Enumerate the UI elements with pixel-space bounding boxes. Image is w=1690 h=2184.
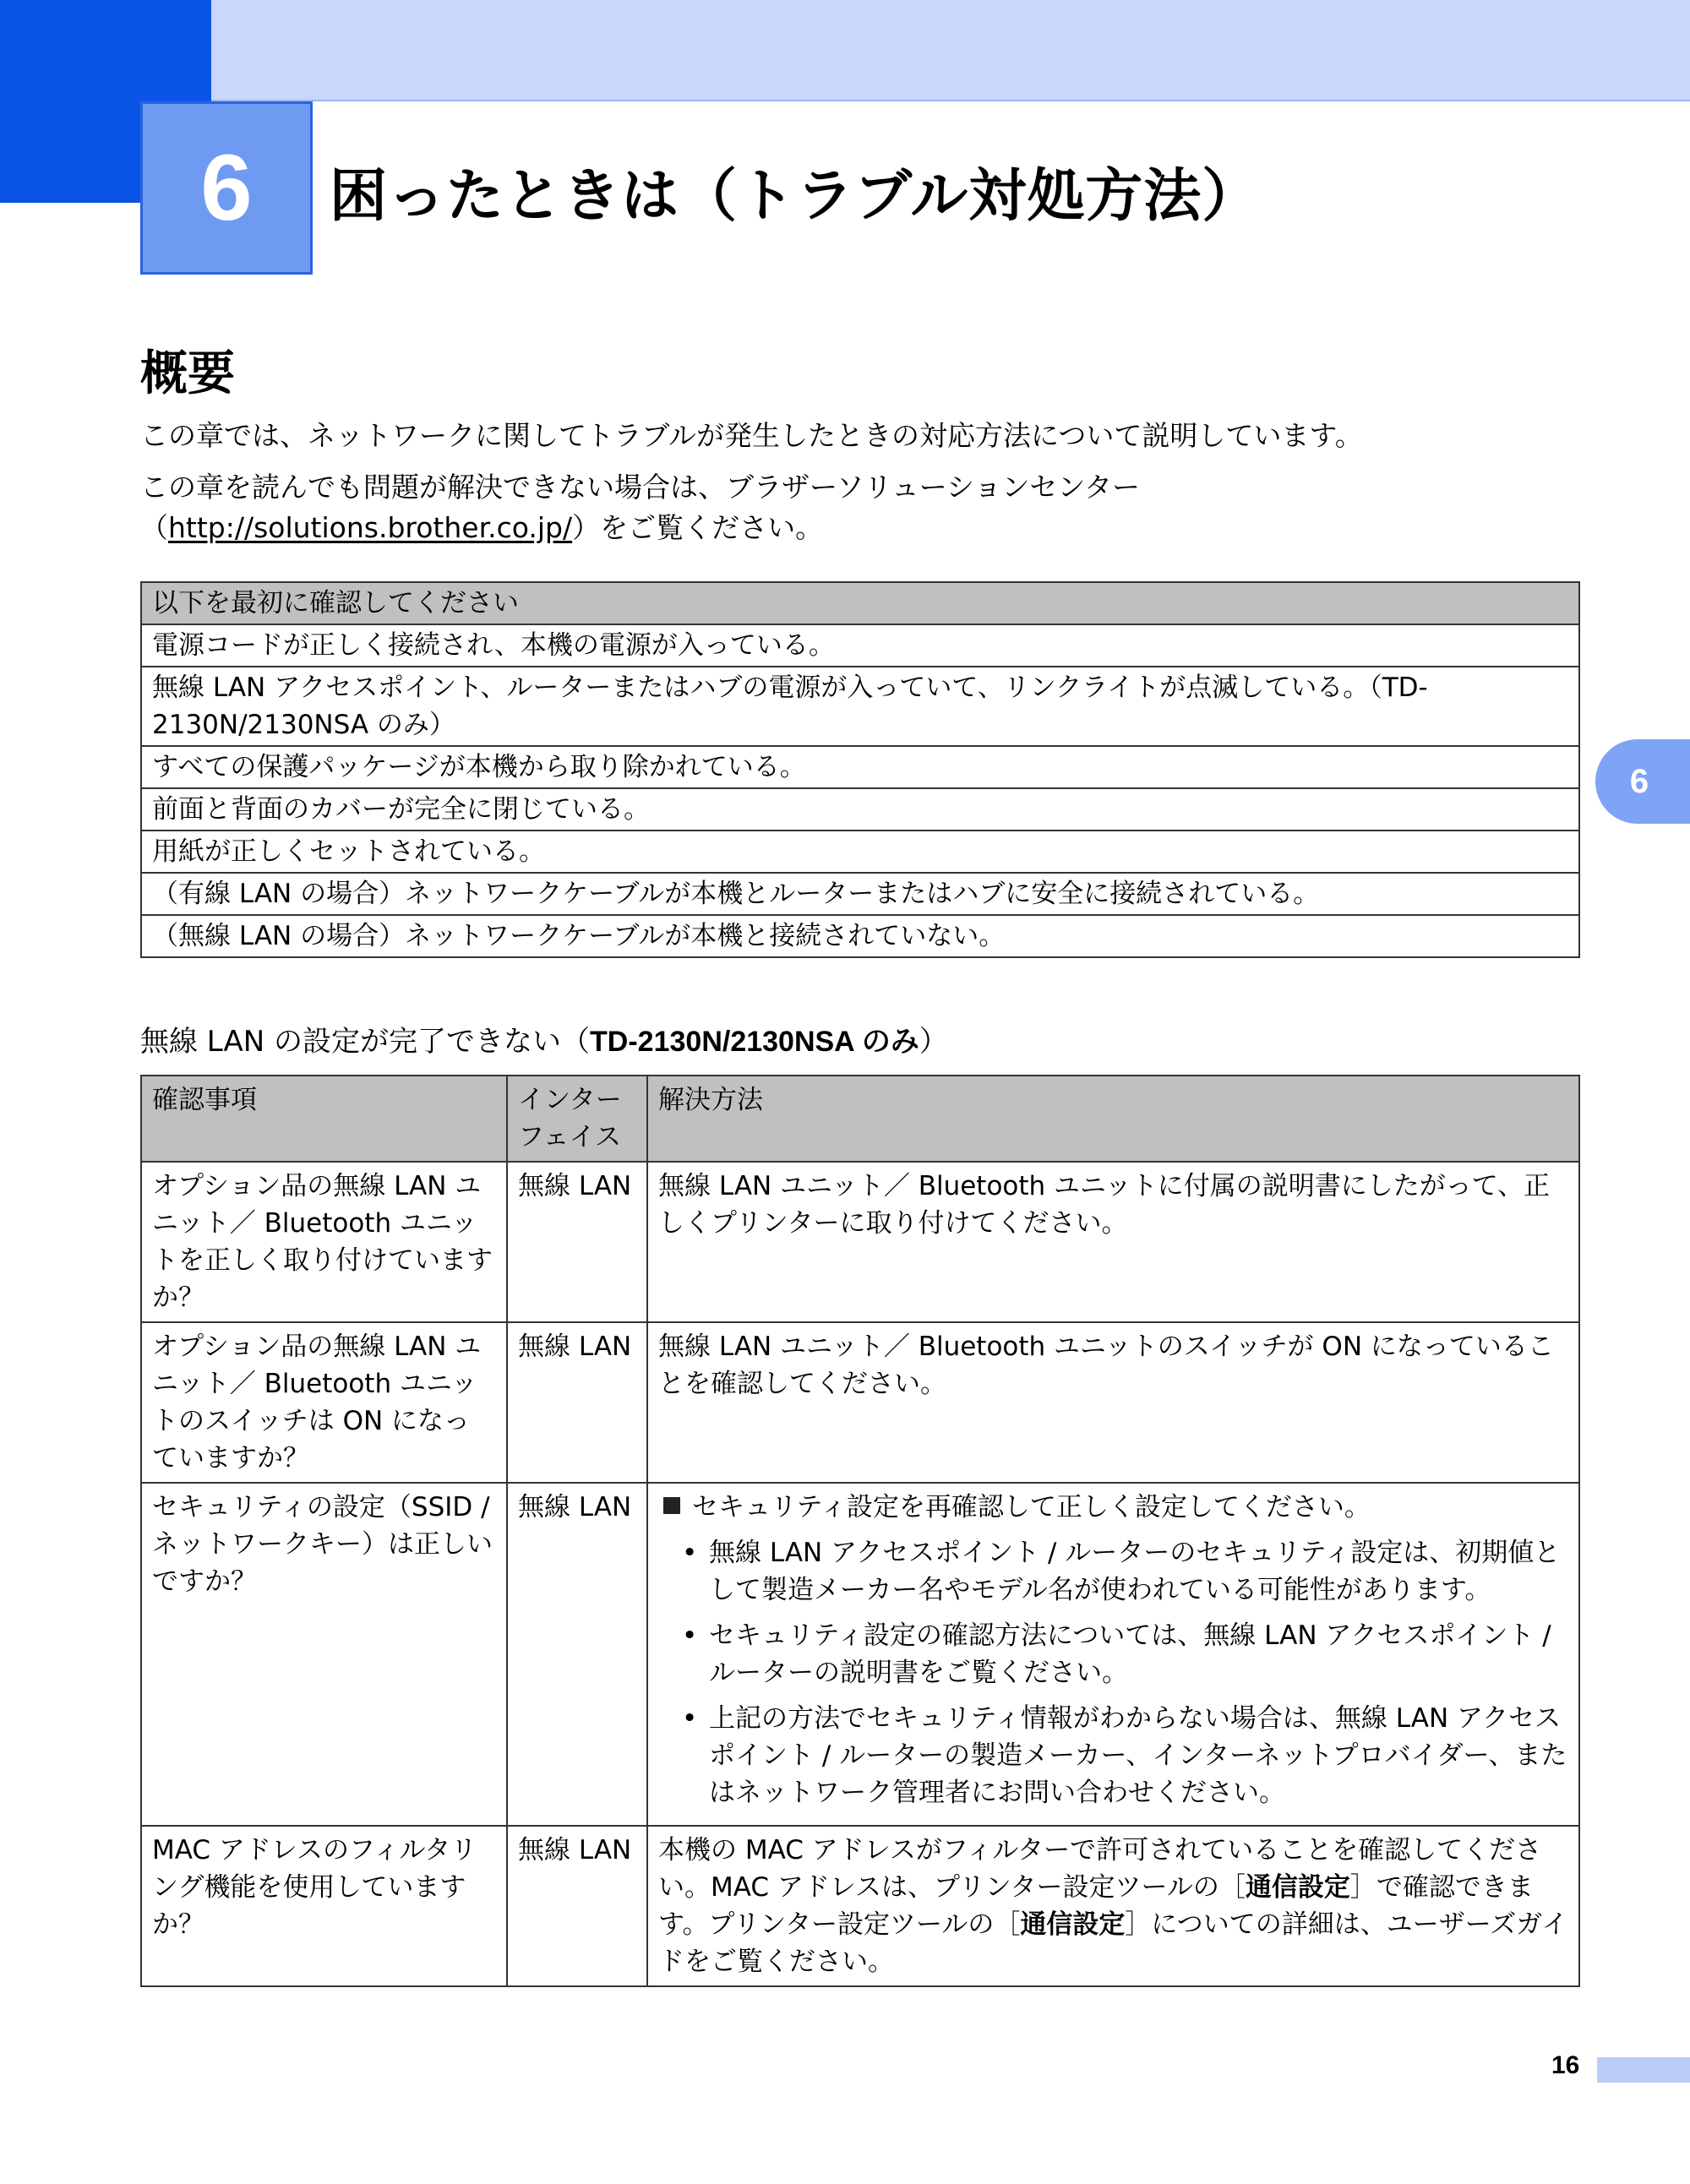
check-item: 前面と背面のカバーが完全に閉じている。 [141, 788, 1579, 831]
check-item: （有線 LAN の場合）ネットワークケーブルが本機とルーターまたはハブに安全に接続されている。 [141, 873, 1579, 915]
chapter-title: 困ったときは（トラブル対処方法） [330, 163, 1261, 230]
solution-lead [658, 1489, 1568, 1526]
check-cell: オプション品の無線 LAN ユニット／ Bluetooth ユニットのスイッチは ON になっていますか？ [141, 1322, 507, 1483]
check-item: 電源コードが正しく接続され、本機の電源が入っている。 [141, 624, 1579, 667]
bullet-item: • 上記の方法でセキュリティ情報がわからない場合は、無線 LAN アクセスポイント / ルーターの製造メーカー、インターネットプロバイダー、またはネットワーク管理者にお問い合わせください。 [709, 1700, 1568, 1811]
overview-paragraph-2 [140, 467, 1140, 548]
page-number: 16 [1551, 2051, 1580, 2079]
page-number-bar [1597, 2057, 1690, 2083]
check-cell: セキュリティの設定（SSID / ネットワークキー）は正しいですか？ [141, 1483, 507, 1826]
solution-text: ］についての詳細は、ユーザーズガイドをご覧ください。 [658, 1909, 1568, 1977]
title-suffix: ） [919, 1025, 948, 1059]
square-bullet-icon [663, 1497, 680, 1514]
initial-check-table [140, 581, 1580, 958]
solution-lead-text: セキュリティ設定を再確認して正しく設定してください。 [692, 1492, 1371, 1522]
table-row [141, 1826, 1579, 1986]
solutions-center-link[interactable]: http://solutions.brother.co.jp/ [168, 511, 573, 544]
solution-text: ］で確認できます。プリンター設定ツールの［ [658, 1872, 1534, 1940]
section-heading: 概要 [140, 346, 235, 401]
column-header-check: 確認事項 [141, 1076, 507, 1162]
interface-cell: 無線 LAN [507, 1826, 647, 1986]
paren-open: （ [140, 511, 168, 544]
solution-bullets [658, 1534, 1568, 1811]
title-model: TD-2130N/2130NSA のみ [590, 1026, 919, 1058]
check-item: （無線 LAN の場合）ネットワークケーブルが本機と接続されていない。 [141, 915, 1579, 957]
check-cell: MAC アドレスのフィルタリング機能を使用していますか？ [141, 1826, 507, 1986]
check-item: 無線 LAN アクセスポイント、ルーターまたはハブの電源が入っていて、リンクライトが点滅している。（TD-2130N/2130NSA のみ） [141, 667, 1579, 746]
check-item: 用紙が正しくセットされている。 [141, 831, 1579, 873]
table-row [141, 1322, 1579, 1483]
solution-text: 本機の MAC アドレスがフィルターで許可されていることを確認してください。MAC アドレスは、プリンター設定ツールの［ [658, 1835, 1542, 1903]
table-row [141, 1483, 1579, 1826]
chapter-number: 6 [140, 101, 313, 275]
paragraph-2-line-1: この章を読んでも問題が解決できない場合は、ブラザーソリューションセンター [140, 471, 1141, 504]
menu-name-network-settings: 通信設定 [1020, 1909, 1126, 1939]
paragraph-2-tail: ）をご覧ください。 [572, 511, 824, 544]
title-prefix: 無線 LAN の設定が完了できない（ [140, 1025, 591, 1059]
wireless-trouble-table [140, 1075, 1580, 1987]
check-table-header: 以下を最初に確認してください [141, 582, 1579, 624]
check-item: すべての保護パッケージが本機から取り除かれている。 [141, 746, 1579, 788]
chapter-side-tab[interactable]: 6 [1595, 739, 1690, 824]
menu-name-network-settings: 通信設定 [1245, 1872, 1350, 1902]
solution-cell [647, 1826, 1579, 1986]
overview-paragraph-1: この章では、ネットワークに関してトラブルが発生したときの対応方法について説明しています。 [140, 419, 1363, 452]
bullet-item: • 無線 LAN アクセスポイント / ルーターのセキュリティ設定は、初期値として製造メーカー名やモデル名が使われている可能性があります。 [709, 1534, 1568, 1609]
interface-cell: 無線 LAN [507, 1162, 647, 1322]
check-cell: オプション品の無線 LAN ユニット／ Bluetooth ユニットを正しく取り付けていますか？ [141, 1162, 507, 1322]
column-header-interface: インターフェイス [507, 1076, 647, 1162]
solution-cell: 無線 LAN ユニット／ Bluetooth ユニットに付属の説明書にしたがって、正しくプリンターに取り付けてください。 [647, 1162, 1579, 1322]
header-band [0, 0, 1690, 101]
table-row [141, 1162, 1579, 1322]
column-header-solution: 解決方法 [647, 1076, 1579, 1162]
interface-cell: 無線 LAN [507, 1483, 647, 1826]
solution-cell [647, 1483, 1579, 1826]
bullet-item: • セキュリティ設定の確認方法については、無線 LAN アクセスポイント / ルーターの説明書をご覧ください。 [709, 1617, 1568, 1691]
interface-cell: 無線 LAN [507, 1322, 647, 1483]
solution-cell: 無線 LAN ユニット／ Bluetooth ユニットのスイッチが ON になっていることを確認してください。 [647, 1322, 1579, 1483]
wireless-section-title [140, 1018, 948, 1059]
